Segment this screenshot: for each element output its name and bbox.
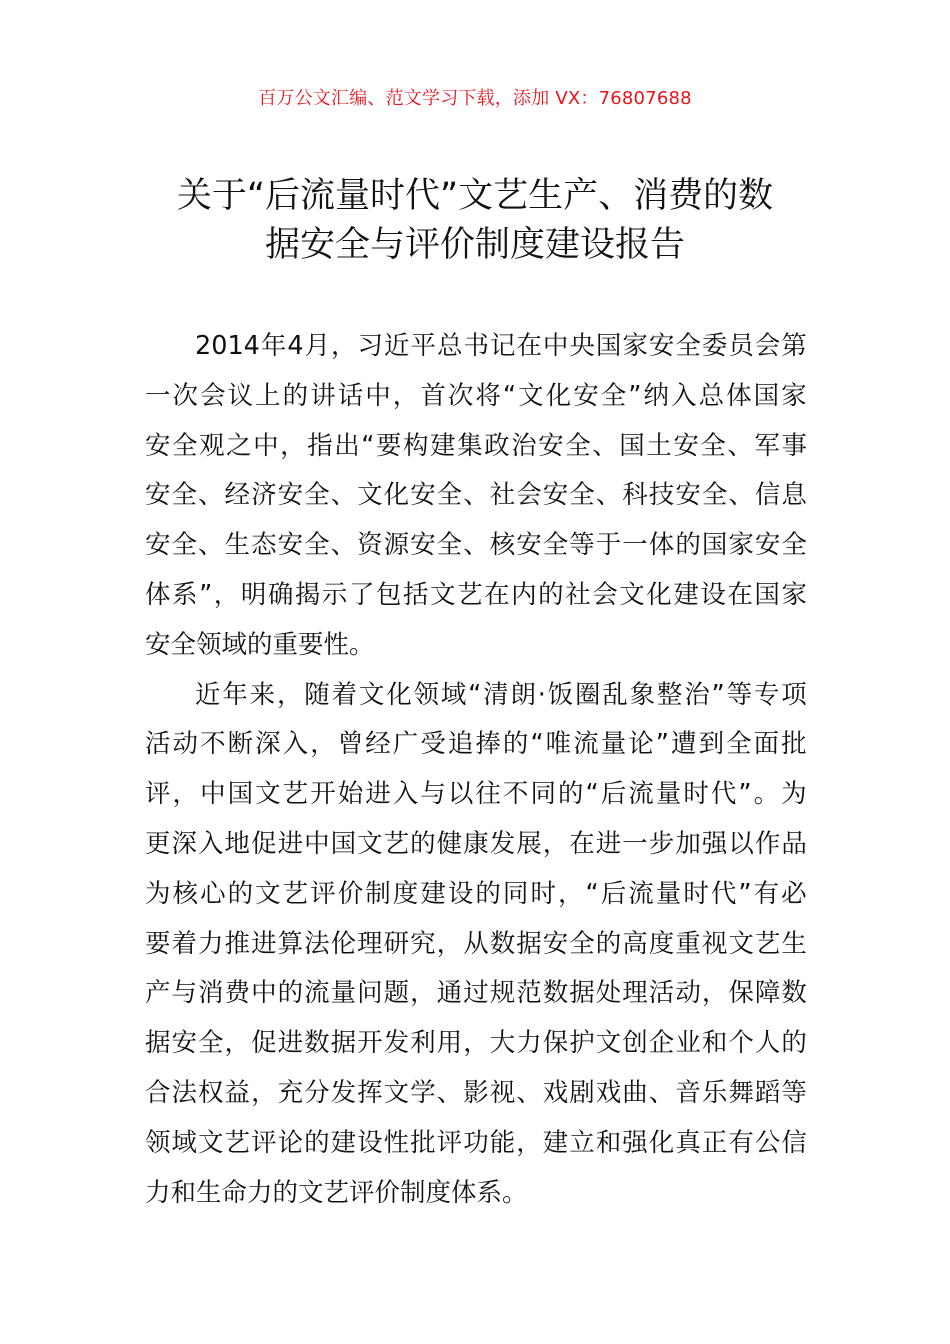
paragraph-line: 合 法 权 益 ， 充 分 发 挥 文 学 、 影 视 、 戏 剧 戏 曲 、 音 乐 舞 蹈 等 bbox=[145, 1077, 807, 1108]
paragraph-line: 近 年 来 ， 随 着 文 化 领 域 “ 清 朗 · 饭 圈 乱 象 整 治 ” 等 专 项 bbox=[195, 679, 807, 710]
document-title bbox=[0, 172, 950, 270]
paragraph-line: 2014 年 4 月 ， 习 近 平 总 书 记 在 中 央 国 家 安 全 委 员 会 第 bbox=[195, 331, 807, 361]
paragraph-line: 要 着 力 推 进 算 法 伦 理 研 究 ， 从 数 据 安 全 的 高 度 重 视 文 艺 生 bbox=[145, 928, 807, 959]
paragraph bbox=[145, 671, 807, 1219]
paragraph-line: 为 核 心 的 文 艺 评 价 制 度 建 设 的 同 时 ， “ 后 流 量 时 代 ” 有 必 bbox=[145, 878, 807, 909]
paragraph-line: 力和生命力的文艺评价制度体系。 bbox=[145, 1177, 528, 1208]
paragraph-line: 安 全 观 之 中 ， 指 出 “ 要 构 建 集 政 治 安 全 、 国 土 安 全 、 军 事 bbox=[145, 430, 807, 461]
paragraph bbox=[145, 322, 807, 671]
paragraph-line: 产 与 消 费 中 的 流 量 问 题 ， 通 过 规 范 数 据 处 理 活 动 ， 保 障 数 bbox=[145, 978, 807, 1009]
title-line: 关于“后流量时代”文艺生产、消费的数 bbox=[176, 176, 774, 216]
paragraph-line: 安 全 、 生 态 安 全 、 资 源 安 全 、 核 安 全 等 于 一 体 的 国 家 安 全 bbox=[145, 530, 807, 561]
paragraph-line: 评 ， 中 国 文 艺 开 始 进 入 与 以 往 不 同 的 “ 后 流 量 时 代 ” 。 为 bbox=[145, 779, 807, 810]
paragraph-line: 一 次 会 议 上 的 讲 话 中 ， 首 次 将 “ 文 化 安 全 ” 纳 入 总 体 国 家 bbox=[145, 380, 807, 411]
document-body bbox=[145, 322, 807, 1218]
header-watermark: 百万公文汇编、范文学习下载，添加 VX：76807688 bbox=[258, 88, 692, 109]
paragraph-line: 体 系 ” ， 明 确 揭 示 了 包 括 文 艺 在 内 的 社 会 文 化 建 设 在 国 家 bbox=[145, 579, 807, 610]
paragraph-line: 领 域 文 艺 评 论 的 建 设 性 批 评 功 能 ， 建 立 和 强 化 真 正 有 公 信 bbox=[145, 1127, 807, 1158]
paragraph-line: 更 深 入 地 促 进 中 国 文 艺 的 健 康 发 展 ， 在 进 一 步 加 强 以 作 品 bbox=[145, 828, 807, 859]
paragraph-line: 活 动 不 断 深 入 ， 曾 经 广 受 追 捧 的 “ 唯 流 量 论 ” 遭 到 全 面 批 bbox=[145, 729, 807, 760]
paragraph-line: 安 全 、 经 济 安 全 、 文 化 安 全 、 社 会 安 全 、 科 技 安 全 、 信 息 bbox=[145, 480, 807, 511]
paragraph-line: 据 安 全 ， 促 进 数 据 开 发 利 用 ， 大 力 保 护 文 创 企 业 和 个 人 的 bbox=[145, 1028, 807, 1059]
title-line: 据安全与评价制度建设报告 bbox=[264, 225, 685, 265]
paragraph-line: 安全领域的重要性。 bbox=[145, 629, 375, 660]
